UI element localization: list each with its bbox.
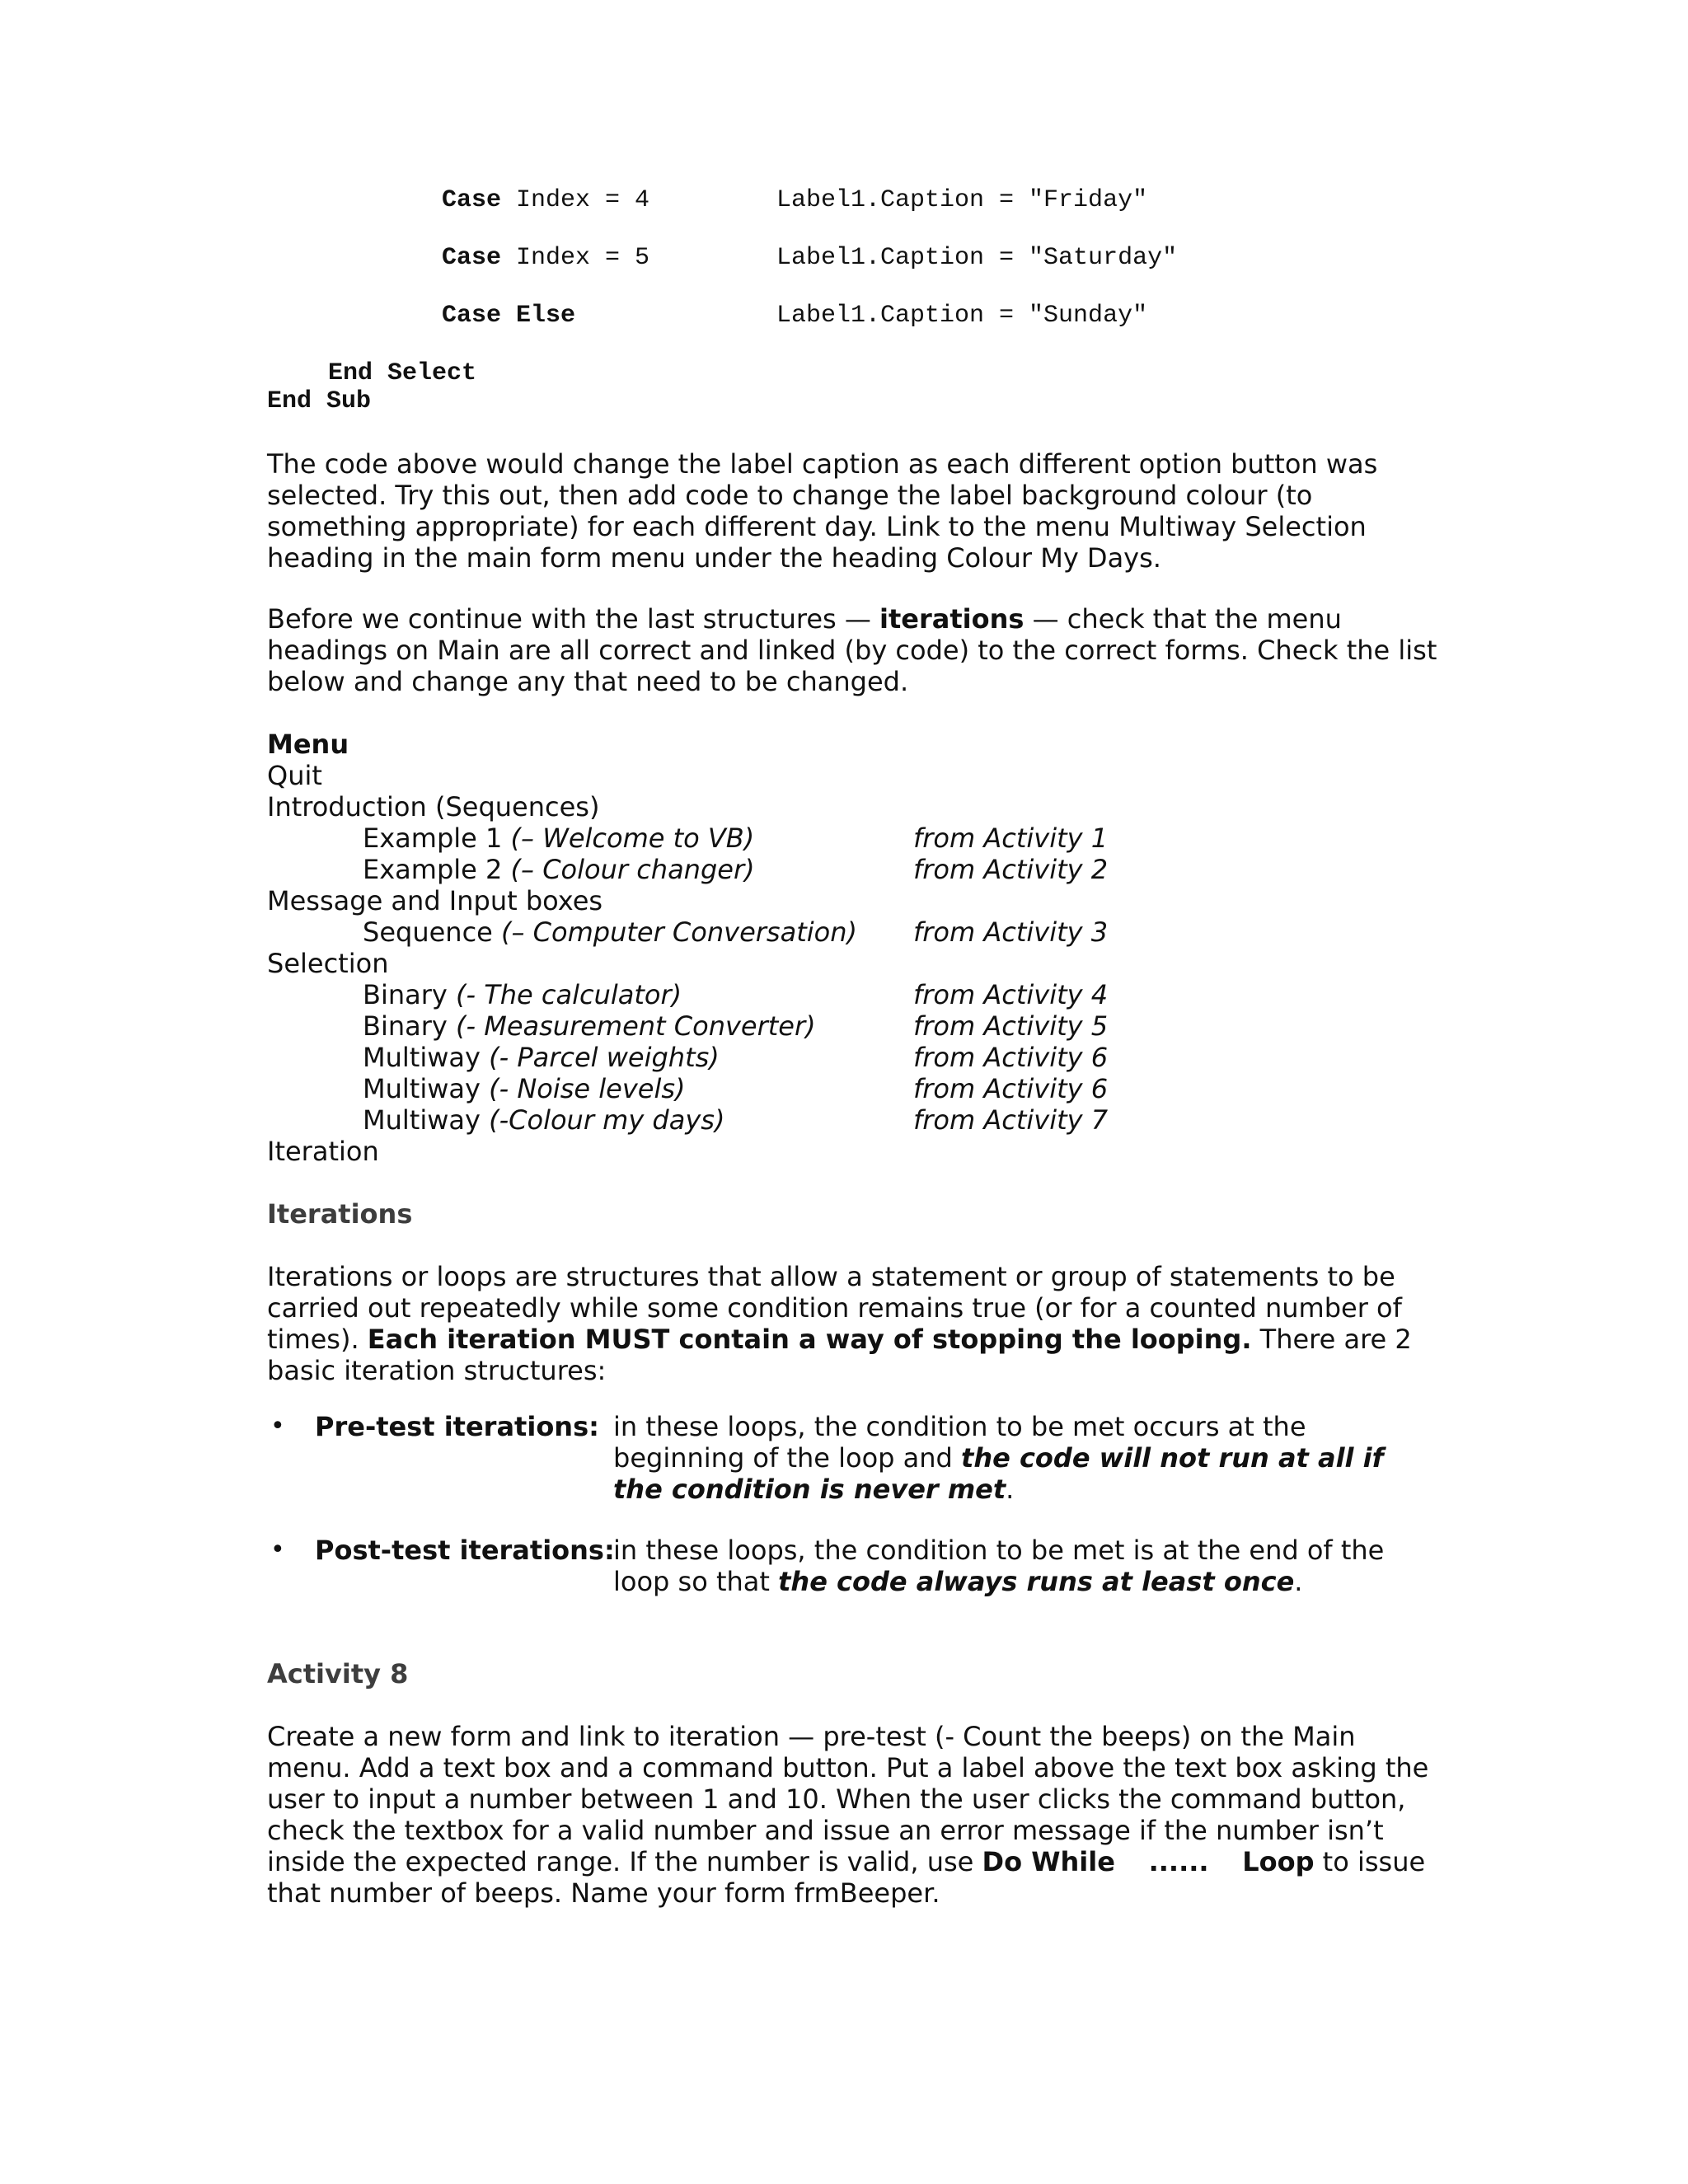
code-line-case-else: [442, 300, 575, 331]
menu-subitem-label: Example 2: [363, 854, 511, 885]
bold-keyword: Do While: [982, 1846, 1115, 1877]
text-run: .: [1006, 1474, 1015, 1505]
bullet-text-post-test: [613, 1535, 1437, 1597]
menu-subitem-label: Multiway: [363, 1042, 490, 1073]
bold-keyword: Loop: [1242, 1846, 1315, 1877]
menu-subitem-desc: (– Colour changer): [510, 854, 755, 885]
menu-subitem-binary1: [363, 979, 682, 1010]
bullet-text-pre-test: [613, 1411, 1429, 1505]
code-statement: Label1.Caption = "Friday": [776, 186, 1148, 214]
menu-source-text: from Activity 5: [913, 1010, 1109, 1042]
code-line-case4: [442, 185, 649, 216]
code-statement: Label1.Caption = "Sunday": [776, 302, 1148, 330]
menu-subitem-desc: (- The calculator): [456, 979, 682, 1010]
menu-subitem-label: Multiway: [363, 1104, 490, 1136]
menu-subitem-label: Binary: [363, 1010, 456, 1042]
code-line-case5: [442, 242, 649, 274]
menu-subitem-multiway3: [363, 1104, 724, 1136]
menu-item-intro: Introduction (Sequences): [267, 791, 600, 823]
menu-title-text: Menu: [267, 729, 349, 760]
menu-subitem-source: [913, 916, 1108, 948]
bullet-term-pre-test: [315, 1411, 599, 1442]
menu-subitem-label: Binary: [363, 979, 456, 1010]
paragraph-iterations: [267, 1261, 1437, 1386]
text-run: in these loops, the condition to be met occurs at the beginning of the loop and: [613, 1411, 1306, 1474]
bold-term: iterations: [879, 603, 1025, 635]
menu-subitem-label: Sequence: [363, 916, 502, 948]
text-run: to issue that number of beeps. Name your form frmBeeper.: [267, 1846, 1426, 1909]
emphasis-text: the code will not run at all if the condition is never met: [613, 1442, 1384, 1505]
text-run: .: [1294, 1566, 1303, 1597]
code-keyword: Case: [442, 244, 502, 272]
code-keyword: Case: [442, 186, 502, 214]
menu-source-text: from Activity 7: [913, 1104, 1109, 1136]
menu-subitem-source: [913, 1073, 1108, 1104]
bold-ellipsis: ......: [1148, 1846, 1209, 1877]
menu-item-iteration: Iteration: [267, 1136, 379, 1167]
code-keyword: End Select: [328, 359, 477, 387]
menu-subitem-desc: (- Noise levels): [489, 1073, 686, 1104]
text-run: — check that the menu headings on Main are all correct and linked (by code) to the correct forms. Check the list below and change any that need to be changed.: [267, 603, 1437, 697]
text-run: Iterations or loops are structures that allow a statement or group of statements to be carried out repeatedly while some condition remains true (or for a counted number of times).: [267, 1261, 1402, 1355]
code-keyword: Case Else: [442, 302, 576, 330]
menu-source-text: from Activity 6: [913, 1042, 1109, 1073]
code-line-end-sub: [267, 386, 371, 417]
menu-subitem-source: [913, 1010, 1108, 1042]
menu-subitem-example2: [363, 854, 755, 885]
bold-statement: Each iteration MUST contain a way of stopping the looping.: [367, 1324, 1252, 1355]
menu-subitem-source: [913, 979, 1108, 1010]
menu-subitem-label: Example 1: [363, 823, 511, 854]
bullet-icon: •: [270, 1412, 285, 1441]
bullet-term-text: Post-test iterations:: [315, 1535, 615, 1566]
menu-subitem-desc: (– Welcome to VB): [510, 823, 755, 854]
section-heading-activity8: Activity 8: [267, 1658, 409, 1690]
text-run: Create a new form and link to iteration — pre-test (- Count the beeps) on the Main menu. Add a text box and a command button. Put a label above the text box asking the user to input a number between 1 and 10. When the user clicks the command button, check the textbox for a valid number and issue an error message if the number isn’t inside the expected range. If the number is valid, use: [267, 1721, 1429, 1877]
paragraph-activity8: [267, 1721, 1446, 1909]
code-condition: Index = 5: [501, 244, 650, 272]
text-run: There are 2 basic iteration structures:: [267, 1324, 1412, 1386]
menu-subitem-source: [913, 1104, 1108, 1136]
bullet-term-text: Pre-test iterations:: [315, 1411, 599, 1442]
menu-subitem-multiway2: [363, 1073, 686, 1104]
paragraph-menu-check: [267, 603, 1437, 697]
menu-source-text: from Activity 4: [913, 979, 1109, 1010]
code-line-end-select: [328, 358, 476, 389]
menu-subitem-desc: (-Colour my days): [489, 1104, 725, 1136]
menu-subitem-sequence: [363, 916, 857, 948]
bullet-term-post-test: [315, 1535, 615, 1566]
menu-source-text: from Activity 3: [913, 916, 1109, 948]
menu-subitem-desc: (- Parcel weights): [489, 1042, 720, 1073]
code-keyword: End Sub: [267, 387, 372, 415]
menu-subitem-source: [913, 823, 1108, 854]
menu-subitem-source: [913, 854, 1108, 885]
menu-subitem-source: [913, 1042, 1108, 1073]
section-heading-iterations: Iterations: [267, 1198, 413, 1230]
menu-subitem-desc: (– Computer Conversation): [501, 916, 857, 948]
text-run: in these loops, the condition to be met is at the end of the loop so that: [613, 1535, 1385, 1597]
menu-item-message: Message and Input boxes: [267, 885, 603, 916]
menu-subitem-desc: (- Measurement Converter): [456, 1010, 816, 1042]
paragraph-label-caption: The code above would change the label caption as each different option button was selected. Try this out, then add code to change the label background colour (to something appropriate) for each different day. Link to the menu Multiway Selection heading in the main form menu under the heading Colour My Days.: [267, 448, 1378, 574]
text-run: [1115, 1846, 1149, 1877]
menu-subitem-multiway1: [363, 1042, 720, 1073]
menu-subitem-label: Multiway: [363, 1073, 490, 1104]
menu-subitem-binary2: [363, 1010, 816, 1042]
code-condition: Index = 4: [501, 186, 650, 214]
menu-subitem-example1: [363, 823, 754, 854]
menu-source-text: from Activity 1: [913, 823, 1109, 854]
menu-item-quit: Quit: [267, 760, 322, 791]
menu-item-selection: Selection: [267, 948, 389, 979]
menu-source-text: from Activity 6: [913, 1073, 1109, 1104]
menu-title: [267, 729, 349, 760]
bullet-icon: •: [270, 1535, 285, 1564]
code-statement: Label1.Caption = "Saturday": [776, 244, 1178, 272]
text-run: [1209, 1846, 1243, 1877]
text-run: Before we continue with the last structures —: [267, 603, 880, 635]
emphasis-text: the code always runs at least once: [778, 1566, 1295, 1597]
menu-source-text: from Activity 2: [913, 854, 1109, 885]
